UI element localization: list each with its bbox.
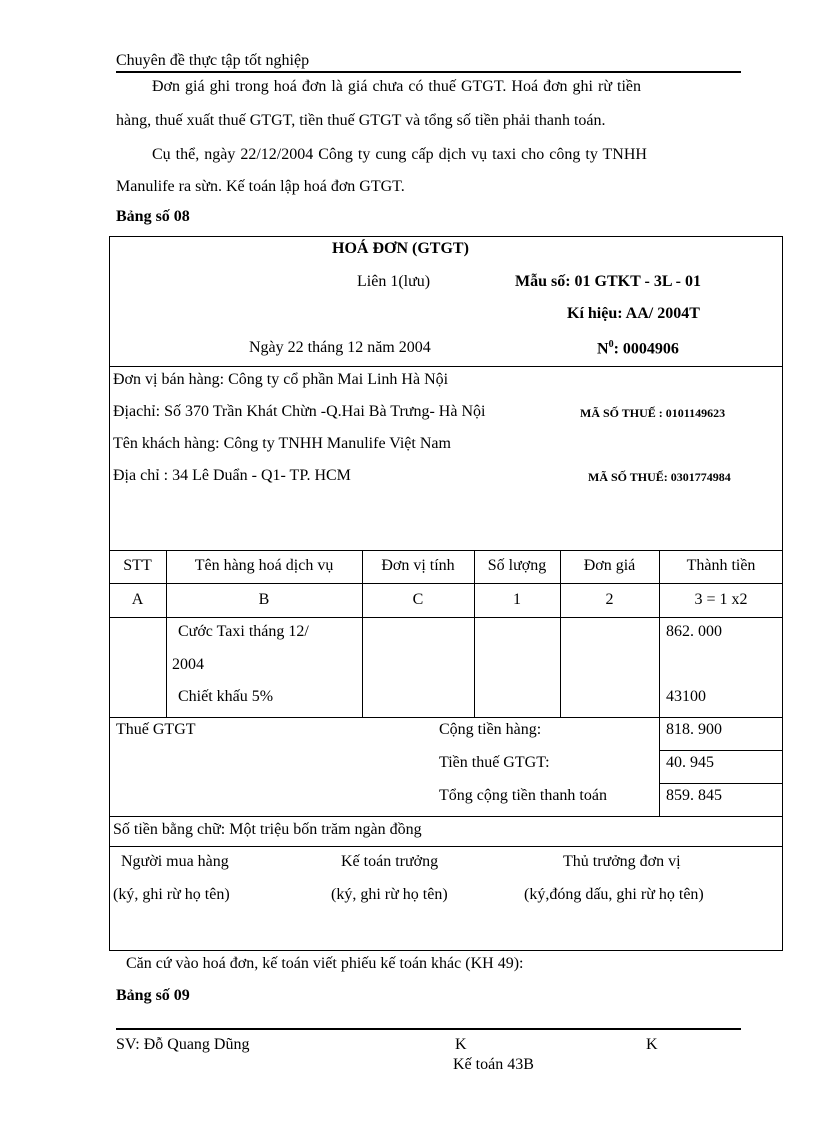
- head-note: (ký,đóng dấu, ghi rừ họ tên): [524, 886, 704, 903]
- summary-bottom-line: [109, 816, 783, 817]
- invoice-number-sup: 0: [608, 339, 614, 350]
- col-header-amount: Thành tiền: [686, 557, 756, 574]
- discount-label: Chiết khấu 5%: [178, 688, 274, 705]
- buyer-note: (ký, ghi rừ họ tên): [113, 886, 230, 903]
- col-header-quantity: Số lượng: [487, 557, 547, 574]
- invoice-number: [597, 339, 679, 358]
- invoice-date: Ngày 22 tháng 12 năm 2004: [249, 339, 431, 356]
- after-text: Căn cứ vào hoá đơn, kế toán viết phiếu kế toán khác (KH 49):: [126, 955, 524, 972]
- footer-class: Kế toán 43B: [453, 1056, 534, 1073]
- col-header-price: Đơn giá: [583, 557, 636, 574]
- seller-tax-code: MÃ SỐ THUẾ : 0101149623: [580, 406, 726, 420]
- col-divider-4: [560, 550, 561, 717]
- amount-in-words: Số tiền bằng chữ: Một triệu bốn trăm ngàn đồng: [113, 821, 422, 838]
- customer-tax-code: MÃ SỐ THUẾ: 0301774984: [588, 470, 731, 484]
- table-label-09: Bảng số 09: [116, 987, 190, 1004]
- head-label: Thủ trưởng đơn vị: [563, 853, 681, 870]
- col-divider-3: [474, 550, 475, 717]
- item-description-line-1: Cước Taxi tháng 12/: [178, 623, 309, 640]
- footer-mark-1: K: [455, 1036, 467, 1053]
- code-a: A: [131, 591, 144, 608]
- accountant-label: Kế toán trưởng: [341, 853, 439, 870]
- tax-value: 40. 945: [666, 754, 714, 771]
- tax-label: Tiền thuế GTGT:: [439, 754, 550, 771]
- code-b: B: [258, 591, 270, 608]
- table-label-08: Bảng số 08: [116, 208, 190, 225]
- table-top-line: [109, 550, 783, 551]
- accountant-note: (ký, ghi rừ họ tên): [331, 886, 448, 903]
- intro-paragraph-2-line-2: Manulife ra sừn. Kế toán lập hoá đơn GTGT.: [116, 178, 405, 195]
- invoice-copy: Liên 1(lưu): [357, 273, 431, 290]
- invoice-form-number: Mẫu số: 01 GTKT - 3L - 01: [515, 273, 701, 290]
- col-divider-1: [166, 550, 167, 717]
- subtotal-value: 818. 900: [666, 721, 722, 738]
- invoice-divider-1: [109, 366, 783, 367]
- code-3: 3 = 1 x2: [694, 591, 748, 608]
- code-2: 2: [605, 591, 614, 608]
- header-rule: [116, 71, 741, 73]
- table-items-line: [109, 717, 783, 718]
- col-divider-5: [659, 550, 660, 816]
- subtotal-label: Cộng tiền hàng:: [439, 721, 542, 738]
- col-divider-2: [362, 550, 363, 717]
- page-header-title: Chuyên đề thực tập tốt nghiệp: [116, 52, 310, 69]
- item-description-line-2: 2004: [172, 656, 204, 673]
- summary-line-2: [659, 783, 783, 784]
- intro-paragraph-2-line-1: Cụ thể, ngày 22/12/2004 Công ty cung cấp dịch vụ taxi cho công ty TNHH: [152, 146, 647, 163]
- col-header-unit: Đơn vị tính: [381, 557, 455, 574]
- col-header-stt: STT: [123, 557, 152, 574]
- seller-name: Đơn vị bán hàng: Công ty cổ phần Mai Linh Hà Nội: [113, 371, 449, 388]
- buyer-label: Người mua hàng: [121, 853, 229, 870]
- invoice-number-label: N: [597, 340, 609, 358]
- footer-student: SV: Đỗ Quang Dũng: [116, 1036, 250, 1053]
- item-amount: 862. 000: [666, 623, 722, 640]
- code-1: 1: [513, 591, 521, 608]
- words-bottom-line: [109, 846, 783, 847]
- total-value: 859. 845: [666, 787, 722, 804]
- vat-label: Thuế GTGT: [116, 721, 196, 738]
- discount-amount: 43100: [666, 688, 706, 705]
- code-c: C: [412, 591, 424, 608]
- table-header-line: [109, 583, 783, 584]
- invoice-title: HOÁ ĐƠN (GTGT): [332, 240, 469, 257]
- footer-mark-2: K: [646, 1036, 658, 1053]
- customer-name: Tên khách hàng: Công ty TNHH Manulife Việt Nam: [113, 435, 451, 452]
- footer-rule: [116, 1028, 741, 1030]
- intro-paragraph-1-line-1: Đơn giá ghi trong hoá đơn là giá chưa có thuế GTGT. Hoá đơn ghi rừ tiền: [152, 78, 641, 95]
- total-label: Tổng cộng tiền thanh toán: [439, 787, 607, 804]
- col-header-item: Tên hàng hoá dịch vụ: [194, 557, 334, 574]
- invoice-symbol: Kí hiệu: AA/ 2004T: [567, 305, 700, 322]
- summary-line-1: [659, 750, 783, 751]
- customer-address: Địa chỉ : 34 Lê Duẩn - Q1- TP. HCM: [113, 467, 351, 484]
- invoice-number-value: : 0004906: [613, 340, 679, 358]
- intro-paragraph-1-line-2: hàng, thuế xuất thuế GTGT, tiền thuế GTGT và tổng số tiền phải thanh toán.: [116, 112, 606, 129]
- table-codes-line: [109, 617, 783, 618]
- seller-address: Địachỉ: Số 370 Trần Khát Chừn -Q.Hai Bà Trưng- Hà Nội: [113, 403, 486, 420]
